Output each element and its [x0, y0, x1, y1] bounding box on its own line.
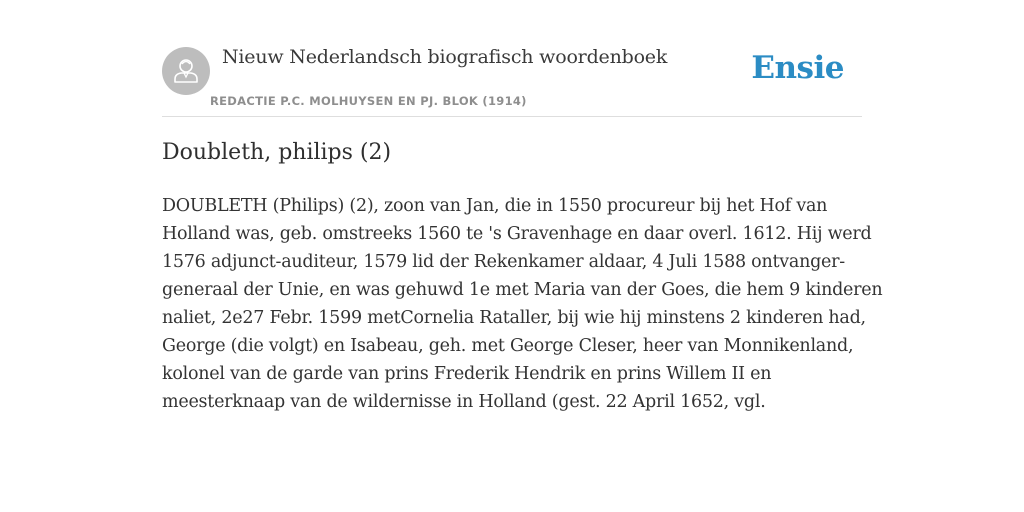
- body-line: generaal der Unie, en was gehuwd 1e met Maria van der Goes, die hem 9 kinderen: [162, 280, 883, 300]
- source-header: [162, 40, 862, 117]
- body-line: naliet, 2e27 Febr. 1599 metCornelia Rataller, bij wie hij minstens 2 kinderen had,: [162, 308, 866, 328]
- body-line: George (die volgt) en Isabeau, geh. met George Cleser, heer van Monnikenland,: [162, 336, 854, 356]
- book-subtitle: REDACTIE P.C. MOLHUYSEN EN PJ. BLOK (1914): [210, 94, 527, 108]
- book-title[interactable]: Nieuw Nederlandsch biografisch woordenboek: [222, 46, 668, 68]
- body-line: meesterknaap van de wildernisse in Holland (gest. 22 April 1652, vgl.: [162, 392, 766, 412]
- avatar[interactable]: [162, 47, 210, 95]
- body-line: DOUBLETH (Philips) (2), zoon van Jan, die in 1550 procureur bij het Hof van: [162, 196, 828, 216]
- article-title: Doubleth, philips (2): [162, 140, 392, 165]
- body-line: Holland was, geb. omstreeks 1560 te 's Gravenhage en daar overl. 1612. Hij werd: [162, 224, 872, 244]
- body-line: 1576 adjunct-auditeur, 1579 lid der Rekenkamer aldaar, 4 Juli 1588 ontvanger-: [162, 252, 845, 272]
- body-line: kolonel van de garde van prins Frederik Hendrik en prins Willem II en: [162, 364, 772, 384]
- article-body: [162, 192, 883, 416]
- ensie-logo[interactable]: Ensie: [751, 50, 844, 86]
- user-silhouette-icon: [162, 47, 210, 95]
